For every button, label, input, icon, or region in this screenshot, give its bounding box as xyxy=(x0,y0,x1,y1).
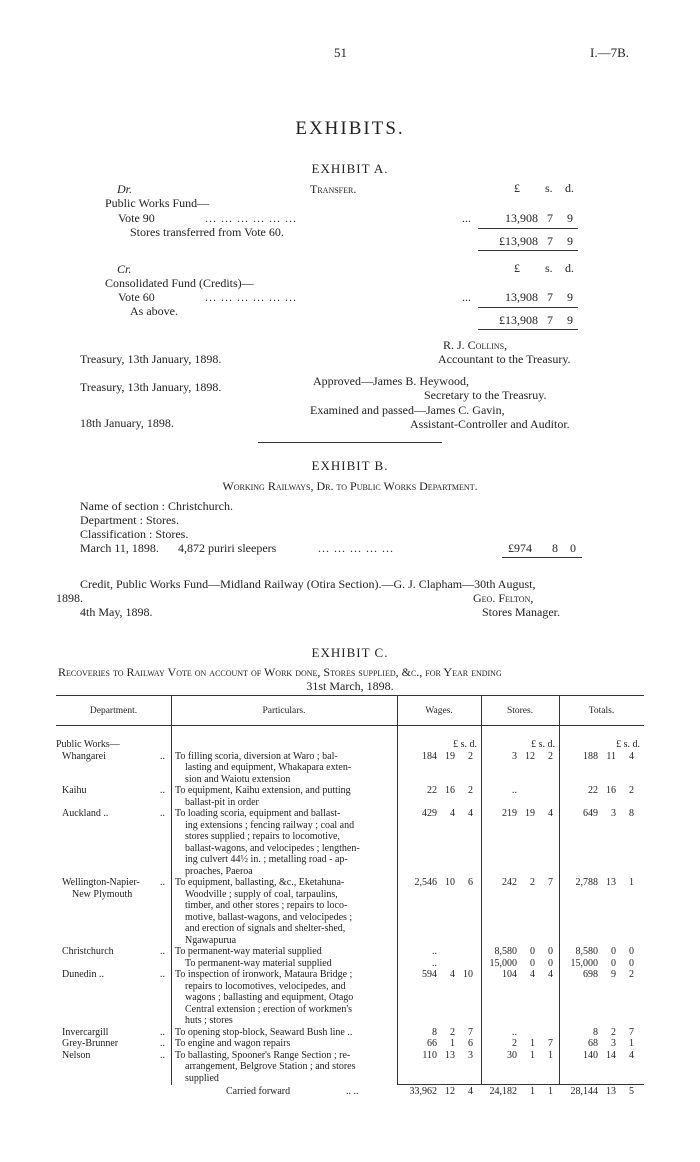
exhibit-c-subheading-1: Recoveries to Railway Vote on account of Work done, Stores supplied, &c., for Year ending xyxy=(58,665,502,679)
particulars-line: and erection of signals and shelter-shed, xyxy=(185,923,346,934)
page-title: EXHIBITS. xyxy=(295,118,405,139)
totals-cell-pounds: 22 xyxy=(588,785,598,796)
totals-cell-pounds: 2,788 xyxy=(575,877,598,888)
stores-cell-pounds: 2 xyxy=(512,1038,517,1049)
wages-cell-pence: 7 xyxy=(468,1026,473,1038)
wages-cell-pounds: 22 xyxy=(427,785,437,796)
particulars-line: arrangement, Belgrove Station ; and stores xyxy=(185,1061,356,1072)
carried-forward-wages-pounds: 33,962 xyxy=(409,1086,437,1097)
particulars-line: proaches, Paeroa xyxy=(185,865,253,877)
dr-description: Stores transferred from Vote 60. xyxy=(130,225,284,239)
stores-cell-pounds: 3 xyxy=(512,750,517,762)
credit-line-2-left: 1898. xyxy=(56,591,83,605)
date-audit: 18th January, 1898. xyxy=(80,416,174,430)
stores-cell-shillings: 4 xyxy=(530,969,535,980)
wages-cell-pounds: 66 xyxy=(427,1038,437,1049)
totals-cell-shillings: 3 xyxy=(611,1038,616,1049)
dept-leader-dots: .. xyxy=(160,969,165,980)
totals-cell-shillings: 11 xyxy=(606,750,616,762)
wages-cell-pounds: .. xyxy=(432,946,437,957)
stores-cell-pounds: 219 xyxy=(502,808,517,819)
cr-leader-end: ... xyxy=(462,290,471,304)
particulars-line: ing culvert 44½ in. ; metalling road - ap- xyxy=(185,854,348,865)
date-treasury-1: Treasury, 13th January, 1898. xyxy=(80,352,222,366)
carried-forward-totals-shillings: 13 xyxy=(606,1086,616,1097)
currency-shillings-2: s. xyxy=(545,261,553,275)
wages-cell-pence: 4 xyxy=(468,808,473,819)
cr-total-shillings: 7 xyxy=(547,313,553,327)
dept-leader-dots: .. xyxy=(160,1038,165,1049)
stores-cell-pounds: 8,580 xyxy=(494,946,517,957)
particulars-line: sion and Waiotu extension xyxy=(185,773,291,785)
signatory-collins: R. J. Collins, xyxy=(443,338,508,352)
entry-date: March 11, 1898. xyxy=(80,541,159,555)
dept-leader-dots: .. xyxy=(160,1049,165,1061)
stores-cell-pence: 4 xyxy=(548,808,553,819)
stores-cell-shillings: 12 xyxy=(525,750,535,762)
page-number: 51 xyxy=(334,45,347,60)
exhibit-a-heading: EXHIBIT A. xyxy=(311,161,389,176)
particulars-line: ing extensions ; fencing railway ; coal and xyxy=(185,819,355,831)
wages-cell-shillings: 4 xyxy=(450,969,455,980)
totals-cell-2-pence: 0 xyxy=(629,957,634,969)
wages-cell-pounds: 2,546 xyxy=(414,877,437,888)
totals-units: £ s. d. xyxy=(616,739,640,750)
dept-leader-dots: .. xyxy=(160,808,165,819)
role-auditor: Assistant-Controller and Auditor. xyxy=(410,417,570,431)
carried-forward-dots: .. .. xyxy=(346,1086,359,1097)
particulars-line: To loading scoria, equipment and ballast- xyxy=(175,808,341,819)
totals-cell-pence: 1 xyxy=(629,1038,634,1049)
cr-amount-shillings: 7 xyxy=(547,290,553,304)
carried-forward-stores-pence: 1 xyxy=(548,1086,553,1097)
particulars-line: To permanent-way material supplied xyxy=(185,957,332,969)
stores-cell-pence: 7 xyxy=(548,1038,553,1049)
dr-total-pounds: £13,908 xyxy=(499,234,538,248)
carried-forward-stores-pounds: 24,182 xyxy=(489,1086,517,1097)
cr-total-pence: 9 xyxy=(567,313,573,327)
stores-cell-pounds: .. xyxy=(512,785,517,796)
wages-cell-shillings: 19 xyxy=(445,750,455,762)
exhibit-a-transfer-label: Transfer. xyxy=(310,182,357,196)
dr-amount-pounds: 13,908 xyxy=(505,211,538,225)
totals-cell-pence: 0 xyxy=(629,946,634,957)
role-stores-manager: Stores Manager. xyxy=(482,605,560,619)
totals-cell-pence: 2 xyxy=(629,969,634,980)
totals-cell-pounds: 8 xyxy=(593,1026,598,1038)
dr-total-shillings: 7 xyxy=(547,234,553,248)
totals-cell-2-shillings: 0 xyxy=(611,957,616,969)
stores-cell-pence: 2 xyxy=(548,750,553,762)
totals-cell-shillings: 2 xyxy=(611,1026,616,1038)
totals-cell-pence: 1 xyxy=(629,877,634,888)
stores-cell-shillings: 1 xyxy=(530,1049,535,1061)
particulars-line: motive, ballast-wagons, and velocipedes ; xyxy=(185,911,353,923)
cr-leader-dots: ... ... ... ... ... ... xyxy=(205,290,297,304)
wages-units: £ s. d. xyxy=(453,739,477,750)
classification: Classification : Stores. xyxy=(80,527,189,541)
department-cell: Whangarei xyxy=(62,750,106,762)
stores-cell-pounds: 30 xyxy=(507,1049,517,1061)
department-cell: Christchurch xyxy=(62,946,114,957)
exhibit-c-heading: EXHIBIT C. xyxy=(311,645,389,660)
dr-amount-pence: 9 xyxy=(567,211,573,225)
cr-total-pounds: £13,908 xyxy=(499,313,538,327)
role-accountant: Accountant to the Treasury. xyxy=(438,352,571,366)
particulars-line: To opening stop-block, Seaward Bush line .. xyxy=(175,1026,353,1038)
wages-cell-shillings: 13 xyxy=(445,1049,455,1061)
particulars-line: repairs to locomotives, velocipedes, and xyxy=(185,980,346,992)
stores-cell-2-shillings: 0 xyxy=(530,957,535,969)
stores-cell-pence: 0 xyxy=(548,946,553,957)
column-header-totals: Totals. xyxy=(588,706,615,716)
dr-amount-shillings: 7 xyxy=(547,211,553,225)
particulars-line: supplied xyxy=(185,1072,219,1084)
entry-amount-shillings: 8 xyxy=(552,541,558,555)
signatory-heywood: Approved—James B. Heywood, xyxy=(313,374,469,388)
column-header-wages: Wages. xyxy=(425,706,453,716)
particulars-line: To filling scoria, diversion at Waro ; bal- xyxy=(175,750,338,762)
entry-description: 4,872 puriri sleepers xyxy=(178,541,277,555)
department-name: Department : Stores. xyxy=(80,513,179,527)
exhibit-c-subheading-2: 31st March, 1898. xyxy=(306,679,394,693)
dept-leader-dots: .. xyxy=(160,1026,165,1038)
exhibit-a-dr-label: Dr. xyxy=(117,182,133,196)
stores-units: £ s. d. xyxy=(531,739,555,750)
exhibit-b-subheading: Working Railways, Dr. to Public Works Department. xyxy=(222,479,478,493)
totals-cell-pence: 4 xyxy=(629,1049,634,1061)
department-cell: Auckland .. xyxy=(62,808,109,819)
stores-cell-2-pence: 0 xyxy=(548,957,553,969)
column-header-stores: Stores. xyxy=(506,706,534,716)
particulars-line: lasting and equipment, Whakapara exten- xyxy=(185,762,352,773)
dr-leader-end: ... xyxy=(462,211,471,225)
credit-line-1: Credit, Public Works Fund—Midland Railway (Otira Section).—G. J. Clapham—30th August, xyxy=(80,577,536,591)
wages-cell-pence: 6 xyxy=(468,877,473,888)
totals-cell-pounds: 8,580 xyxy=(575,946,598,957)
particulars-line: To permanent-way material supplied xyxy=(175,946,322,957)
column-header-department: Department. xyxy=(89,706,138,716)
carried-forward-totals-pence: 5 xyxy=(629,1086,634,1097)
particulars-line: ballast-pit in order xyxy=(185,796,259,808)
department-cell: Invercargill xyxy=(62,1026,109,1038)
dr-leader-dots: ... ... ... ... ... ... xyxy=(205,211,297,225)
cr-amount-pounds: 13,908 xyxy=(505,290,538,304)
carried-forward-totals-pounds: 28,144 xyxy=(570,1086,598,1097)
cr-description: As above. xyxy=(130,304,178,318)
totals-cell-pounds: 68 xyxy=(588,1038,598,1049)
department-group-label: Public Works— xyxy=(56,739,120,750)
exhibit-b-heading: EXHIBIT B. xyxy=(311,458,389,473)
wages-cell-pence: 10 xyxy=(463,969,473,980)
stores-cell-shillings: 0 xyxy=(530,946,535,957)
wages-cell-pounds: 8 xyxy=(432,1026,437,1038)
department-cell: Dunedin .. xyxy=(62,969,104,980)
signatory-felton: Geo. Felton, xyxy=(473,591,534,605)
column-header-particulars: Particulars. xyxy=(262,706,306,716)
cr-account: Consolidated Fund (Credits)— xyxy=(105,276,254,290)
carried-forward-wages-shillings: 12 xyxy=(445,1086,455,1097)
dept-leader-dots: .. xyxy=(160,946,165,957)
carried-forward-label: Carried forward xyxy=(226,1086,291,1097)
dept-leader-dots: .. xyxy=(160,750,165,762)
totals-cell-shillings: 0 xyxy=(611,946,616,957)
particulars-line: To engine and wagon repairs xyxy=(175,1038,291,1049)
wages-cell-shillings: 10 xyxy=(445,877,455,888)
dr-vote: Vote 90 xyxy=(118,211,155,225)
wages-cell-pounds: 184 xyxy=(422,750,437,762)
currency-pence: d. xyxy=(565,181,574,195)
totals-cell-pounds: 698 xyxy=(583,969,598,980)
totals-cell-shillings: 16 xyxy=(606,785,616,796)
particulars-line: timber, and other stores ; repairs to loco- xyxy=(185,900,348,911)
currency-pounds-2: £ xyxy=(514,261,520,275)
wages-cell-pence: 2 xyxy=(468,785,473,796)
particulars-line: To inspection of ironwork, Mataura Bridge ; xyxy=(175,969,353,980)
wages-cell-shillings: 4 xyxy=(450,808,455,819)
role-secretary: Secretary to the Treasruy. xyxy=(424,388,547,402)
wages-cell-shillings: 16 xyxy=(445,785,455,796)
totals-cell-pounds: 649 xyxy=(583,808,598,819)
particulars-line: To equipment, ballasting, &c., Eketahuna- xyxy=(175,877,345,888)
totals-cell-pounds: 140 xyxy=(583,1049,598,1061)
entry-leader-dots: ... ... ... ... ... xyxy=(318,541,394,555)
totals-cell-pence: 8 xyxy=(629,808,634,819)
totals-cell-2-pounds: 15,000 xyxy=(570,957,598,969)
totals-cell-pence: 2 xyxy=(629,785,634,796)
totals-cell-pence: 7 xyxy=(629,1026,634,1038)
particulars-line: wagons ; ballasting and equipment, Otago xyxy=(185,992,354,1003)
date-treasury-2: Treasury, 13th January, 1898. xyxy=(80,380,222,394)
cr-vote: Vote 60 xyxy=(118,290,155,304)
currency-pounds: £ xyxy=(514,181,520,195)
dept-leader-dots: .. xyxy=(160,785,165,796)
department-cell: Nelson xyxy=(62,1049,91,1061)
particulars-line: stores supplied ; repairs to locomotive, xyxy=(185,831,340,842)
wages-cell-pence: 6 xyxy=(468,1038,473,1049)
carried-forward-wages-pence: 4 xyxy=(468,1086,473,1097)
stores-cell-shillings: 1 xyxy=(530,1038,535,1049)
carried-forward-stores-shillings: 1 xyxy=(530,1086,535,1097)
particulars-line: To ballasting, Spooner's Range Section ; re- xyxy=(175,1049,351,1061)
department-cell-continued: New Plymouth xyxy=(72,888,133,900)
particulars-line: ballast-wagons, and velocipedes ; lengthen- xyxy=(185,842,360,854)
totals-cell-shillings: 9 xyxy=(611,969,616,980)
stores-cell-pence: 1 xyxy=(548,1049,553,1061)
stores-cell-2-pounds: 15,000 xyxy=(489,957,517,969)
department-cell: Wellington-Napier- xyxy=(62,877,140,888)
wages-cell-pence: 2 xyxy=(468,750,473,762)
wages-cell-shillings: 2 xyxy=(450,1026,455,1038)
stores-cell-pounds: 242 xyxy=(502,877,517,888)
stores-cell-shillings: 19 xyxy=(525,808,535,819)
stores-cell-pence: 4 xyxy=(548,969,553,980)
wages-cell-pence: 3 xyxy=(468,1049,473,1061)
entry-amount-pounds: £974 xyxy=(508,541,532,555)
particulars-line: huts ; stores xyxy=(185,1015,233,1026)
totals-cell-shillings: 3 xyxy=(611,808,616,819)
department-cell: Grey-Brunner xyxy=(62,1038,119,1049)
cr-amount-pence: 9 xyxy=(567,290,573,304)
stores-cell-shillings: 2 xyxy=(530,877,535,888)
totals-cell-shillings: 13 xyxy=(606,877,616,888)
wages-cell-pounds: 594 xyxy=(422,969,437,980)
stores-cell-pounds: .. xyxy=(512,1026,517,1038)
stores-cell-pounds: 104 xyxy=(502,969,517,980)
totals-cell-pence: 4 xyxy=(629,750,634,762)
stores-cell-pence: 7 xyxy=(548,877,553,888)
currency-pence-2: d. xyxy=(565,261,574,275)
page-reference: I.—7B. xyxy=(590,45,629,60)
dr-account: Public Works Fund— xyxy=(105,196,210,210)
credit-line-3-left: 4th May, 1898. xyxy=(80,605,153,619)
department-cell: Kaihu xyxy=(62,785,87,796)
wages-cell-shillings: 1 xyxy=(450,1038,455,1049)
wages-cell-pounds: 429 xyxy=(422,808,437,819)
exhibit-a-cr-label: Cr. xyxy=(117,262,132,276)
particulars-line: To equipment, Kaihu extension, and putting xyxy=(175,785,351,796)
totals-cell-shillings: 14 xyxy=(606,1049,616,1061)
totals-cell-pounds: 188 xyxy=(583,750,598,762)
currency-shillings: s. xyxy=(545,181,553,195)
dr-total-pence: 9 xyxy=(567,234,573,248)
entry-amount-pence: 0 xyxy=(570,541,576,555)
particulars-line: Woodville ; supply of coal, tarpaulins, xyxy=(185,888,338,900)
wages-cell-pounds: 110 xyxy=(422,1049,437,1061)
signatory-gavin: Examined and passed—James C. Gavin, xyxy=(310,403,505,417)
particulars-line: Ngawapurua xyxy=(185,934,237,946)
dept-leader-dots: .. xyxy=(160,877,165,888)
wages-cell-2-pounds: .. xyxy=(432,957,437,969)
section-name: Name of section : Christchurch. xyxy=(80,499,233,513)
particulars-line: Central extension ; erection of workmen's xyxy=(185,1003,353,1015)
